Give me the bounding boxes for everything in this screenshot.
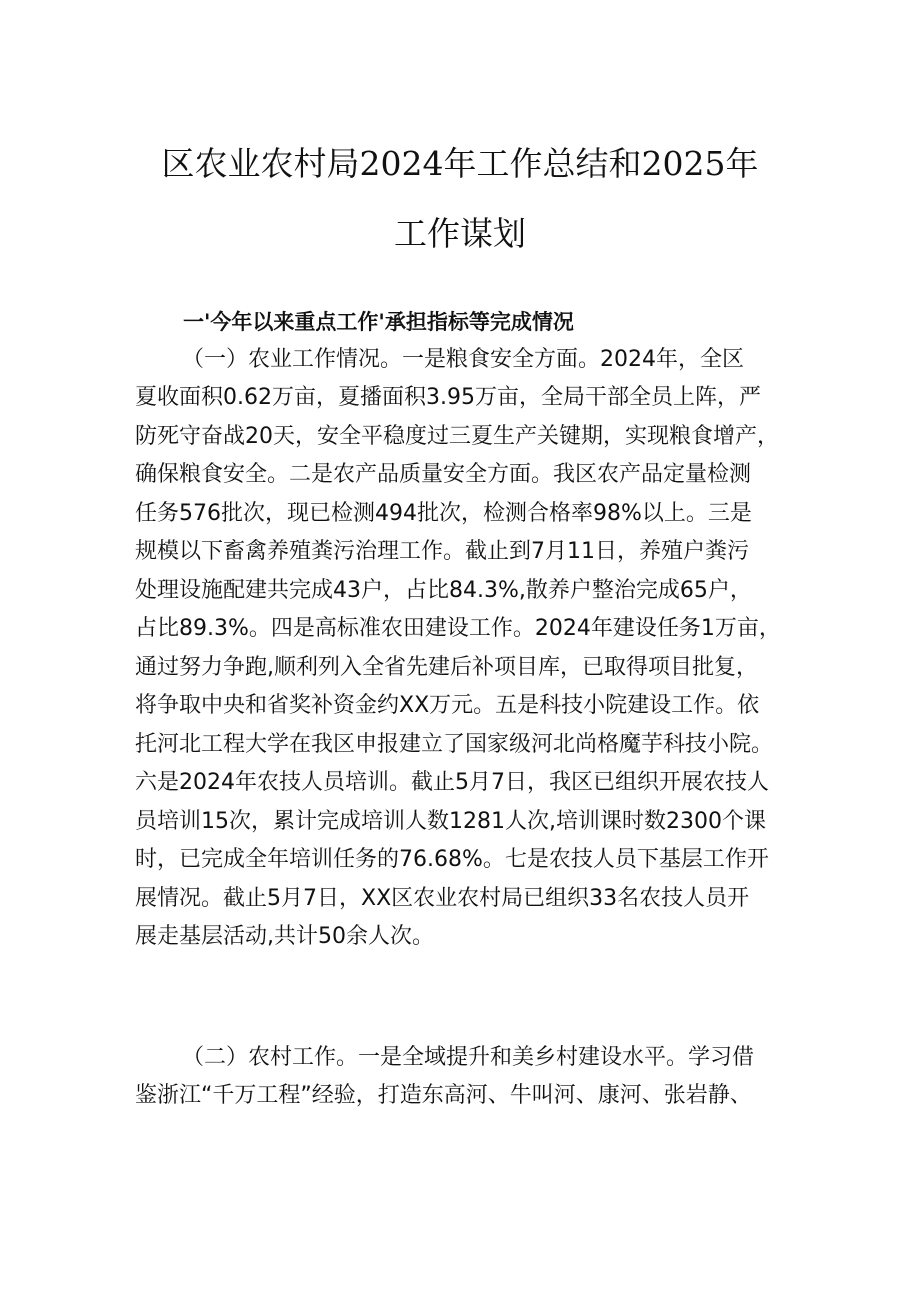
paragraph-line: 规模以下畜禽养殖粪污治理工作。截止到7月11日，养殖户粪污 — [135, 539, 749, 564]
paragraph-line: 占比89.3%。四是高标准农田建设工作。2024年建设任务1万亩， — [135, 616, 781, 641]
paragraph-line: 六是2024年农技人员培训。截止5月7日，我区已组织开展农技人 — [135, 770, 769, 795]
paragraph-line: 时，已完成全年培训任务的76.68%。七是农技人员下基层工作开 — [135, 847, 769, 872]
paragraph-line: 确保粮食安全。二是农产品质量安全方面。我区农产品定量检测 — [135, 462, 752, 487]
paragraph-line: 夏收面积0.62万亩，夏播面积3.95万亩，全局干部全员上阵，严 — [135, 385, 761, 410]
document-title-line-1: 区农业农村局2024年工作总结和2025年 — [161, 144, 759, 183]
paragraph-line: 任务576批次，现已检测494批次，检测合格率98%以上。三是 — [135, 501, 752, 526]
paragraph-line: 将争取中央和省奖补资金约XX万元。五是科技小院建设工作。依 — [135, 693, 760, 718]
paragraph-line: 员培训15次，累计完成培训人数1281人次,培训课时数2300个课 — [135, 809, 766, 834]
document-title-line-2: 工作谋划 — [394, 214, 526, 253]
paragraph-line: 处理设施配建共完成43户，占比84.3%,散养户整治完成65户， — [135, 578, 752, 603]
paragraph-line: 防死守奋战20天，安全平稳度过三夏生产关键期，实现粮食增产， — [135, 424, 779, 449]
paragraph-line: （二）农村工作。一是全域提升和美乡村建设水平。学习借 — [182, 1045, 755, 1070]
paragraph-line: 展情况。截止5月7日，XX区农业农村局已组织33名农技人员开 — [135, 886, 750, 911]
paragraph-line: （一）农业工作情况。一是粮食安全方面。2024年，全区 — [182, 347, 744, 372]
paragraph-line: 托河北工程大学在我区申报建立了国家级河北尚格魔芋科技小院。 — [135, 732, 774, 757]
paragraph-line: 通过努力争跑,顺利列入全省先建后补项目库，已取得项目批复， — [135, 655, 758, 680]
paragraph-line: 鉴浙江“千万工程”经验，打造东高河、牛叫河、康河、张岩静、 — [135, 1083, 752, 1108]
section-heading: 一'今年以来重点工作'承担指标等完成情况 — [183, 310, 574, 334]
paragraph-line: 展走基层活动,共计50余人次。 — [135, 924, 434, 949]
